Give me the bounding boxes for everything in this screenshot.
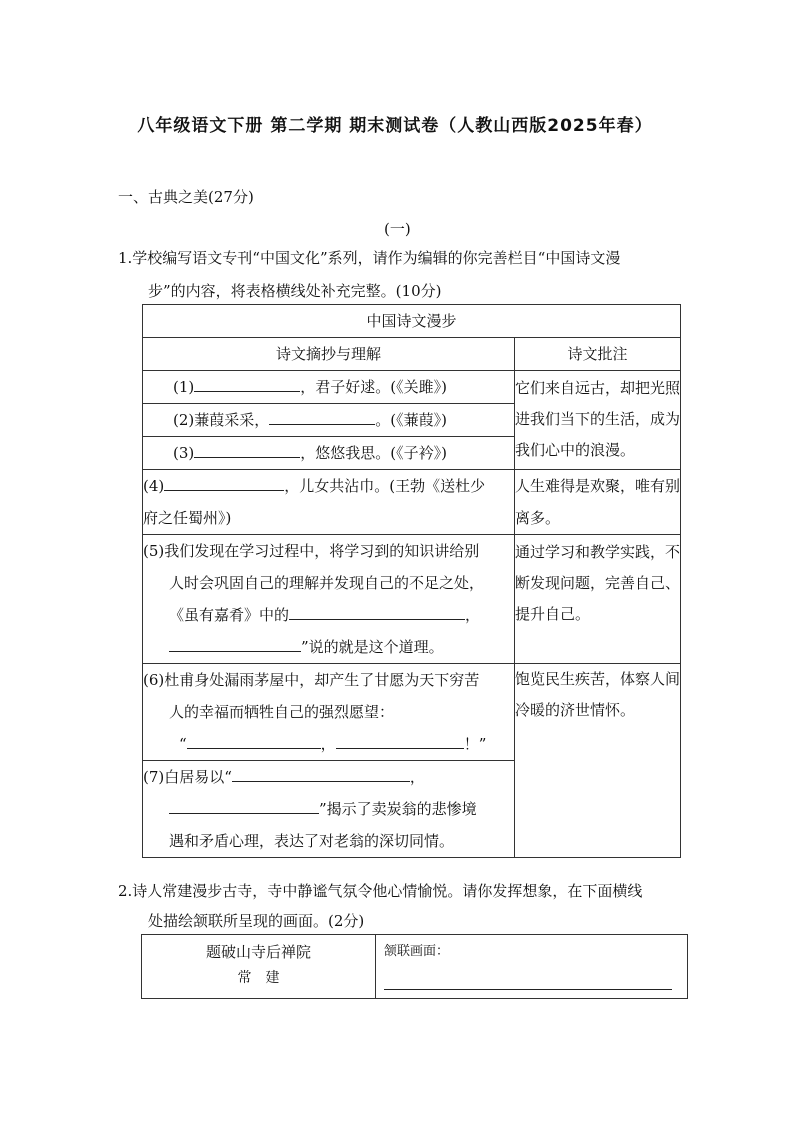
- row-text: ，: [465, 606, 481, 624]
- row-text: 遇和矛盾心理，表达了对老翁的深切同情。: [169, 832, 455, 850]
- table-row: [143, 470, 515, 535]
- row-text: 《虽有嘉肴》中的: [169, 606, 290, 624]
- note-cell: 通过学习和教学实践，不断发现问题，完善自己、提升自己。: [515, 535, 681, 664]
- row-text: 人时会巩固自己的理解并发现自己的不足之处，: [169, 574, 485, 592]
- table-row: [143, 535, 515, 664]
- row-text: (3): [173, 444, 195, 462]
- row-text: ”揭示了卖炭翁的悲惨境: [319, 800, 477, 818]
- row-text: (4): [143, 477, 165, 495]
- row-text: (6)杜甫身处漏雨茅屋中，却产生了甘愿为天下穷苦: [143, 671, 480, 689]
- question-2-line2: 处描绘颔联所呈现的画面。(2分): [148, 912, 365, 930]
- column-header-excerpt: 诗文摘抄与理解: [143, 338, 515, 371]
- row-text: ！”: [463, 735, 487, 753]
- section-heading: 一、古典之美(27分): [118, 188, 254, 206]
- answer-blank[interactable]: [194, 442, 300, 458]
- table-row: [143, 437, 515, 470]
- answer-blank[interactable]: [336, 733, 464, 749]
- answer-blank[interactable]: [169, 798, 319, 814]
- poem-author: 常 建: [237, 970, 280, 986]
- poem-title: 题破山寺后禅院: [205, 943, 311, 961]
- row-text: 。(《蒹葭》): [375, 411, 447, 429]
- row-text: (7)白居易以“: [143, 768, 232, 786]
- note-cell: 人生难得是欢聚，唯有别离多。: [515, 470, 681, 535]
- answer-blank[interactable]: [289, 604, 465, 620]
- poem-table: [141, 934, 688, 999]
- answer-blank[interactable]: [269, 409, 375, 425]
- question-2-line1: 2.诗人常建漫步古寺，寺中静谧气氛令他心情愉悦。请你发挥想象，在下面横线: [118, 882, 643, 900]
- poem-cell: [142, 935, 376, 999]
- page-title: 八年级语文下册 第二学期 期末测试卷（人教山西版2025年春）: [137, 116, 653, 136]
- answer-blank[interactable]: [187, 733, 321, 749]
- row-text: (5)我们发现在学习过程中，将学习到的知识讲给别: [143, 542, 480, 560]
- table-row: [143, 371, 515, 404]
- row-text: ”说的就是这个道理。: [301, 638, 444, 656]
- part-number: (一): [384, 220, 411, 238]
- note-cell-handwritten: 饱览民生疾苦，体察人间冷暖的济世情怀。: [515, 664, 681, 858]
- row-text: (1): [173, 378, 195, 396]
- answer-blank[interactable]: [384, 974, 672, 990]
- answer-label: 颔联画面：: [384, 944, 450, 959]
- row-text: ，儿女共沾巾。(王勃《送杜少: [284, 477, 486, 495]
- row-text: 人的幸福而牺牲自己的强烈愿望：: [169, 703, 395, 721]
- answer-blank[interactable]: [194, 376, 300, 392]
- row-text: ，: [320, 735, 336, 753]
- row-text: ，: [409, 768, 425, 786]
- answer-cell: [376, 935, 688, 999]
- row-text: “: [179, 735, 187, 753]
- row-text: (2)蒹葭采采，: [173, 411, 270, 429]
- column-header-notes: 诗文批注: [515, 338, 681, 371]
- answer-blank[interactable]: [169, 636, 301, 652]
- row-text: 府之任蜀州》): [143, 509, 232, 527]
- row-text: ，悠悠我思。(《子衿》): [300, 444, 447, 462]
- poetry-table: [142, 304, 681, 858]
- answer-blank[interactable]: [232, 766, 410, 782]
- question-1-line2: 步”的内容，将表格横线处补充完整。(10分): [148, 282, 442, 300]
- table-row: [143, 664, 515, 761]
- row-text: ，君子好逑。(《关雎》): [300, 378, 447, 396]
- table-row: [143, 404, 515, 437]
- table-caption: 中国诗文漫步: [143, 305, 681, 338]
- table-row: [143, 761, 515, 858]
- note-cell: 它们来自远古，却把光照进我们当下的生活，成为我们心中的浪漫。: [515, 371, 681, 470]
- answer-blank[interactable]: [164, 475, 284, 491]
- question-1-line1: 1.学校编写语文专刊“中国文化”系列，请作为编辑的你完善栏目“中国诗文漫: [118, 249, 621, 267]
